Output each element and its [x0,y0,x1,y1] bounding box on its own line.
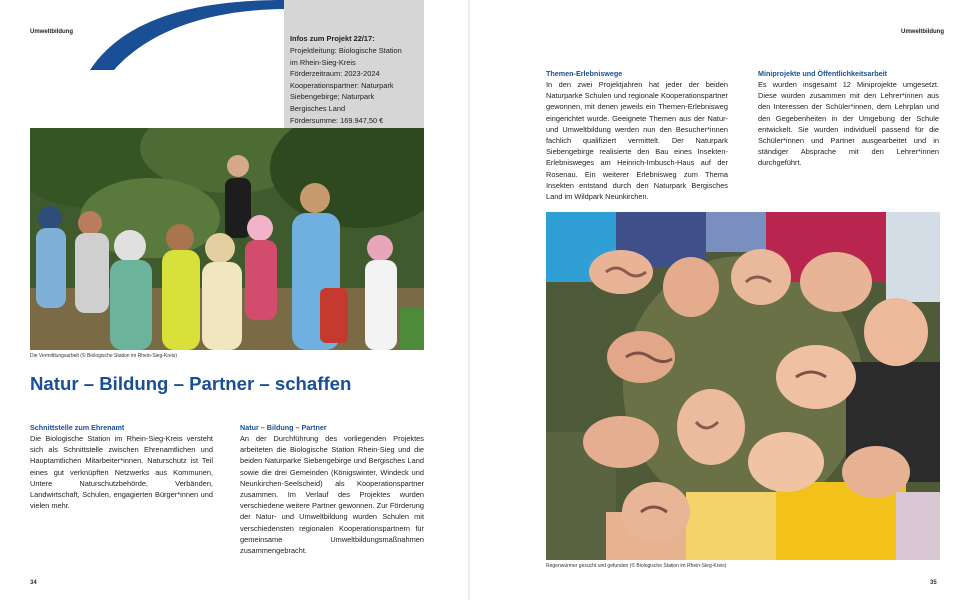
info-line: Fördersumme: 169.947,50 € [290,115,384,125]
info-line: Projektleitung: Biologische Station [290,46,402,55]
children-group-photo [30,128,424,350]
info-line: im Rhein-Sieg-Kreis [290,57,356,67]
photo-caption: Regenwürmer gesucht und gefunden (© Biologische Station im Rhein-Sieg-Kreis) [546,563,727,569]
section-heading: Miniprojekte und Öffentlichkeitsarbeit [758,69,887,78]
info-line: Kooperationspartner: Naturpark [290,80,394,90]
info-line: Bergisches Land [290,103,346,113]
info-line: Siebengebirge; Naturpark [290,92,375,102]
section-body: Es wurden insgesamt 12 Miniprojekte umgesetzt. Diese wurden zusammen mit den Lehrer*innen aus den Interessen der Schüler*innen, dem Lehrplan und den Gegebenheiten in der Umgebung der Schule entwickelt. Sie wurden individuell passend für die Schüler*innen und Partner ausgearbeitet und in ständiger Absprache mit den Lehrer*innen durchgeführt. [758,80,939,168]
section-body: In den zwei Projektjahren hat jeder der beiden Naturparke Schulen und regionale Kooperationspartner gewonnen, mit denen jeweils ein Themen-Erlebnisweg eingerichtet wurde. Geeignete Themen aus der Natur- und Umweltbildung werden nun den Besucher*innen fachlich qualifiziert vermittelt. Der Naturpark Siebengebirge realisierte den Bau eines Insekten-Erlebnisweges am Heinrich-Imbusch-Haus auf der Rosenau. Ein weiterer Erlebnisweg zum Thema Insekten entstand durch den Naturpark Bergisches Land im Wildpark Neunkirchen. [546,80,728,202]
page-number: 34 [30,580,37,586]
decorative-arc [0,0,284,70]
info-line: Förderzeitraum: 2023-2024 [290,69,380,79]
section-heading: Themen-Erlebniswege [546,69,623,78]
section-body: Die Biologische Station im Rhein-Sieg-Kreis versteht sich als Schnittstelle zwischen Ehrenamtlichen und Hauptamtlichen Mitarbeiter*innen. Naturschutz ist Teil eines gut verknüpften Netzwerks aus Kommunen, Untere Naturschutzbehörde, Verbänden, Landwirtschaft, Schulen, engagierten Bürger*innen und vielen mehr. [30,434,213,511]
photo-caption: Die Vermittlungsarbeit (© Biologische Station im Rhein-Sieg-Kreis) [30,353,178,359]
section-heading: Natur – Bildung – Partner [240,423,327,432]
right-page [470,0,970,600]
section-header: Umweltbildung [30,29,73,35]
info-box-title: Infos zum Projekt 22/17: [290,34,375,43]
earthworm-hands-photo [546,212,940,560]
info-box-details [290,45,420,126]
section-header: Umweltbildung [901,29,944,35]
page-headline: Natur – Bildung – Partner – schaffen [30,373,352,394]
section-heading: Schnittstelle zum Ehrenamt [30,423,125,432]
section-body: An der Durchführung des vorliegenden Projektes arbeiteten die Biologische Station Rhein-Sieg und die beiden Naturparke Siebengebirge und Bergisches Land sowie die drei Gemeinden (Königswinter, Windeck und Neunkirchen-Seelscheid) als Kooperationspartner zusammen. Im Verlauf des Projektes wurden verschiedene weitere Partner gewonnen. Zur Förderung der Natur- und Umweltbildung wurden Schulen mit verschiedensten regionalen Kooperationspartnern für gemeinsame Umweltbildungsmaßnahmen zusammengebracht. [240,434,424,556]
left-page [0,0,470,600]
page-number: 35 [930,580,937,586]
